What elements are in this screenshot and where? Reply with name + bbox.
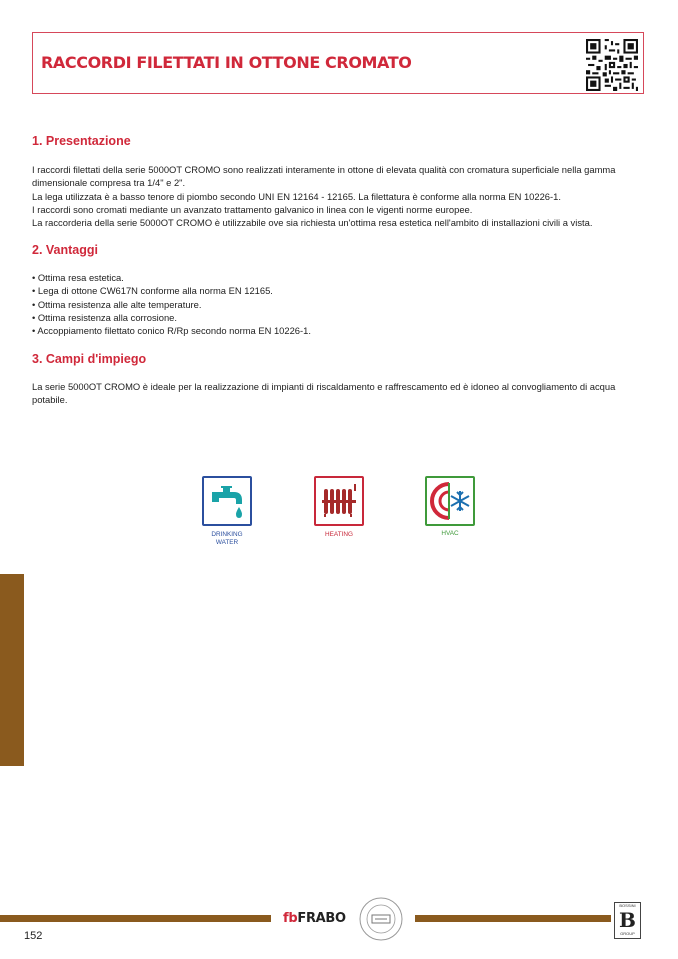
section-title-vantaggi: 2. Vantaggi	[32, 243, 98, 257]
footer-line-left	[0, 915, 271, 922]
section-title-presentazione: 1. Presentazione	[32, 134, 131, 148]
frabo-logo: fbFRABO	[283, 911, 346, 926]
presentazione-text	[32, 163, 648, 229]
radiator-icon	[316, 478, 362, 524]
vantaggi-list	[32, 271, 648, 337]
drinking-water-badge	[202, 476, 252, 526]
section-title-campi-impiego: 3. Campi d'impiego	[32, 352, 147, 366]
list-item: • Ottima resistenza alle alte temperature.	[32, 298, 202, 310]
header-box	[32, 32, 644, 94]
left-side-bar	[0, 574, 24, 766]
heating-badge	[314, 476, 364, 526]
page-number: 152	[24, 930, 43, 942]
list-item: • Accoppiamento filettato conico R/Rp secondo norma EN 10226-1.	[32, 325, 311, 337]
drinking-water-label: DRINKING WATER	[211, 531, 243, 546]
list-item: • Lega di ottone CW617N conforme alla norma EN 12165.	[32, 285, 273, 297]
paragraph: La raccorderia della serie 5000OT CROMO è utilizzabile ove sia richiesta un'ottima resa estetica nell'ambito di installazioni civili a vista.	[32, 217, 593, 229]
list-item: • Ottima resa estetica.	[32, 272, 124, 283]
campi-impiego-text	[32, 380, 648, 407]
paragraph: I raccordi filettati della serie 5000OT CROMO sono realizzati interamente in ottone di elevata qualità con cromatura superficiale nella gamma dimensionale compresa tra 1/4" e 2".	[32, 164, 616, 189]
paragraph: La serie 5000OT CROMO è ideale per la realizzazione di impianti di riscaldamento e raffrescamento ed è idoneo al convogliamento di acqua potabile.	[32, 381, 616, 406]
faucet-icon	[204, 478, 250, 524]
hvac-badge	[425, 476, 475, 526]
paragraph: I raccordi sono cromati mediante un avanzato trattamento galvanico in linea con le vigenti norme europee.	[32, 203, 473, 215]
qr-code-icon[interactable]	[586, 39, 638, 91]
hvac-icon	[427, 478, 473, 524]
bossini-group-logo: BOSSINI B GROUP	[614, 902, 641, 939]
footer-line-right	[415, 915, 611, 922]
certification-seal-icon	[359, 897, 403, 941]
list-item: • Ottima resistenza alla corrosione.	[32, 311, 178, 323]
heating-label: HEATING	[325, 531, 353, 538]
page-title: RACCORDI FILETTATI IN OTTONE CROMATO	[41, 53, 412, 72]
hvac-label: HVAC	[441, 530, 459, 537]
paragraph: La lega utilizzata è a basso tenore di piombo secondo UNI EN 12164 - 12165. La filettatura è conforme alla norma EN 10226-1.	[32, 190, 561, 202]
